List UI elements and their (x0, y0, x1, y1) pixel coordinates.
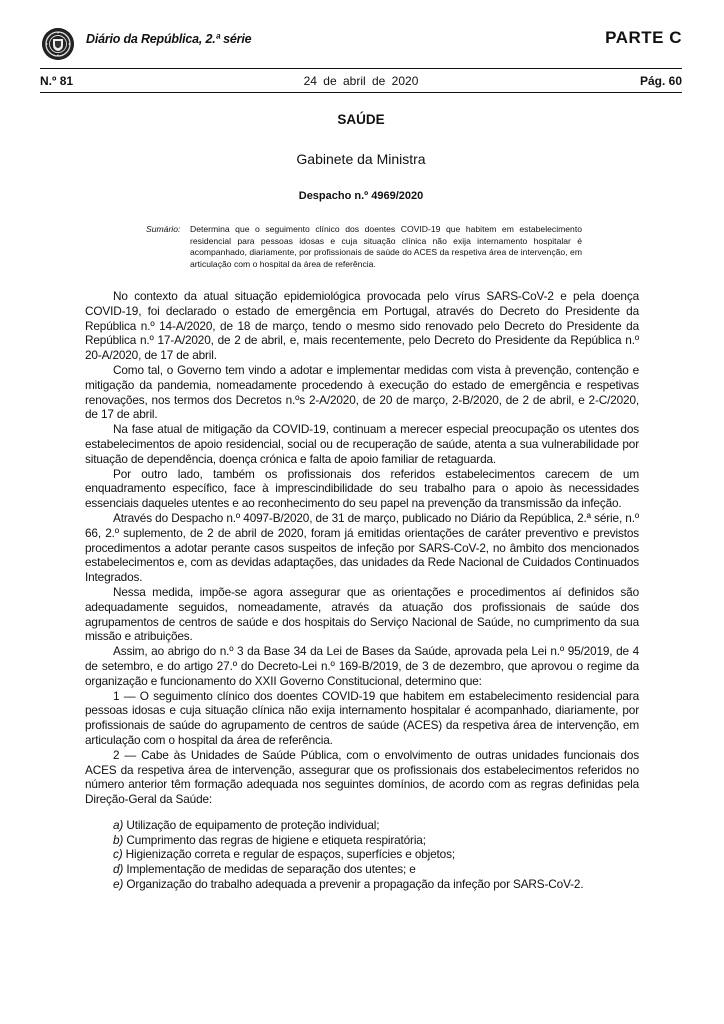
list-item-letter: b) (113, 832, 124, 847)
list-item (85, 862, 639, 877)
paragraph: Como tal, o Governo tem vindo a adotar e implementar medidas com vista à prevenção, contenção e mitigação da pandemia, nomeadamente procedendo à execução do estado de emergência e respetivas renovações, nos termos dos Decretos n.ºs 2-A/2020, de 20 de março, 2-B/2020, de 2 de abril, e 2-C/2020, de 17 de abril. (85, 362, 639, 422)
paragraph: Assim, ao abrigo do n.º 3 da Base 34 da Lei de Bases da Saúde, aprovada pela Lei n.º 95/2019, de 4 de setembro, e do artigo 27.º do Decreto-Lei n.º 169-B/2019, de 3 de dezembro, que aprovou o regime da organização e funcionamento do XXII Governo Constitucional, determino que: (85, 644, 639, 688)
paragraph: 1 — O seguimento clínico dos doentes COVID-19 que habitem em estabelecimento residencial para pessoas idosas e cuja situação clínica não exija internamento hospitalar é acompanhado, diariamente, por profissionais de saúde do agrupamento de centros de saúde (ACES) da respetiva área de intervenção, em articulação com o hospital da área de referência. (85, 688, 639, 747)
list-item (85, 818, 639, 833)
section-title: SAÚDE (337, 112, 385, 127)
paragraph: Por outro lado, também os profissionais dos referidos estabelecimentos carecem de um enquadramento específico, face à imprescindibilidade do seu trabalho para o apoio às necessidades essenciais daqueles utentes e ao reconhecimento do seu papel na prevenção da transmissão da infeção. (85, 466, 639, 511)
list-item (85, 847, 639, 862)
paragraph: Através do Despacho n.º 4097-B/2020, de 31 de março, publicado no Diário da República, 2.ª série, n.º 66, 2.º suplemento, de 2 de abril de 2020, foram já emitidas orientações de caráter preventivo e previstos procedimentos a adotar perante casos suspeitos de infeção por SARS-CoV-2, no âmbito dos mencionados estabelecimentos e, com as devidas adaptações, das unidades da Rede Nacional de Cuidados Continuados Integrados. (85, 510, 639, 585)
paragraph: Na fase atual de mitigação da COVID-19, continuam a merecer especial preocupação os utentes dos estabelecimentos de apoio residencial, social ou de recuperação de saúde, atenta a sua vulnerabilidade por situação de dependência, doença crónica e falta de apoio familiar de retaguarda. (85, 422, 639, 466)
list-item (85, 877, 639, 892)
summary-text: Determina que o seguimento clínico dos doentes COVID-19 que habitem em estabelecimento residencial para pessoas idosas e cuja situação clínica não exija internamento hospitalar é acompanhado, diariamente, por profissionais de saúde do ACES da respetiva área de intervenção, em articulação com o hospital da área de referência. (190, 224, 582, 269)
list-item-letter: c) (113, 847, 123, 862)
document-body (85, 289, 639, 892)
organization-title: Gabinete da Ministra (296, 151, 426, 167)
header-rule-top (40, 68, 682, 69)
header-rule-bottom (40, 92, 682, 93)
issue-date: 24 de abril de 2020 (303, 74, 419, 88)
list-item-letter: a) (113, 817, 124, 832)
list-item-letter: d) (113, 862, 124, 877)
paragraph: No contexto da atual situação epidemiológica provocada pelo vírus SARS-CoV-2 e pela doença COVID-19, foi declarado o estado de emergência em Portugal, através do Decreto do Presidente da República n.º 14-A/2020, de 18 de março, tendo o mesmo sido renovado pelo Decreto do Presidente da República n.º 17-A/2020, de 2 de abril, e, mais recentemente, pelo Decreto do Presidente da República n.º 20-A/2020, de 17 de abril. (85, 289, 639, 363)
paragraph: Nessa medida, impõe-se agora assegurar que as orientações e procedimentos aí definidos são adequadamente seguidos, nomeadamente, através da atuação dos profissionais de saúde dos agrupamentos de centros de saúde e dos hospitais do Serviço Nacional de Saúde, no cumprimento da sua missão e atribuições. (85, 584, 639, 644)
journal-title: Diário da República, 2.ª série (86, 32, 252, 46)
list-item (85, 833, 639, 848)
list-item-text: Organização do trabalho adequada a prevenir a propagação da infeção por SARS-CoV-2. (126, 877, 584, 892)
summary-label: Sumário: (146, 224, 181, 234)
republic-emblem-icon (42, 28, 74, 60)
list-item-text: Implementação de medidas de separação dos utentes; e (126, 862, 416, 877)
summary (146, 224, 582, 270)
item-list (85, 818, 639, 892)
list-item-text: Higienização correta e regular de espaços, superfícies e objetos; (125, 847, 455, 862)
part-label: PARTE C (605, 28, 682, 47)
list-item-text: Cumprimento das regras de higiene e etiqueta respiratória; (126, 832, 426, 847)
page-header (40, 26, 682, 66)
act-title: Despacho n.º 4969/2020 (298, 190, 424, 202)
page-number: Pág. 60 (639, 74, 682, 88)
list-item-letter: e) (113, 877, 124, 892)
issue-number: N.º 81 (40, 74, 74, 88)
issue-info-row (40, 74, 682, 92)
list-item-text: Utilização de equipamento de proteção individual; (126, 817, 380, 832)
paragraph: 2 — Cabe às Unidades de Saúde Pública, com o envolvimento de outras unidades funcionais dos ACES da respetiva área de intervenção, assegurar que os profissionais dos estabelecimentos referidos no número anterior têm formação adequada nos seguintes domínios, de acordo com as regras definidas pela Direção-Geral da Saúde: (85, 747, 639, 807)
